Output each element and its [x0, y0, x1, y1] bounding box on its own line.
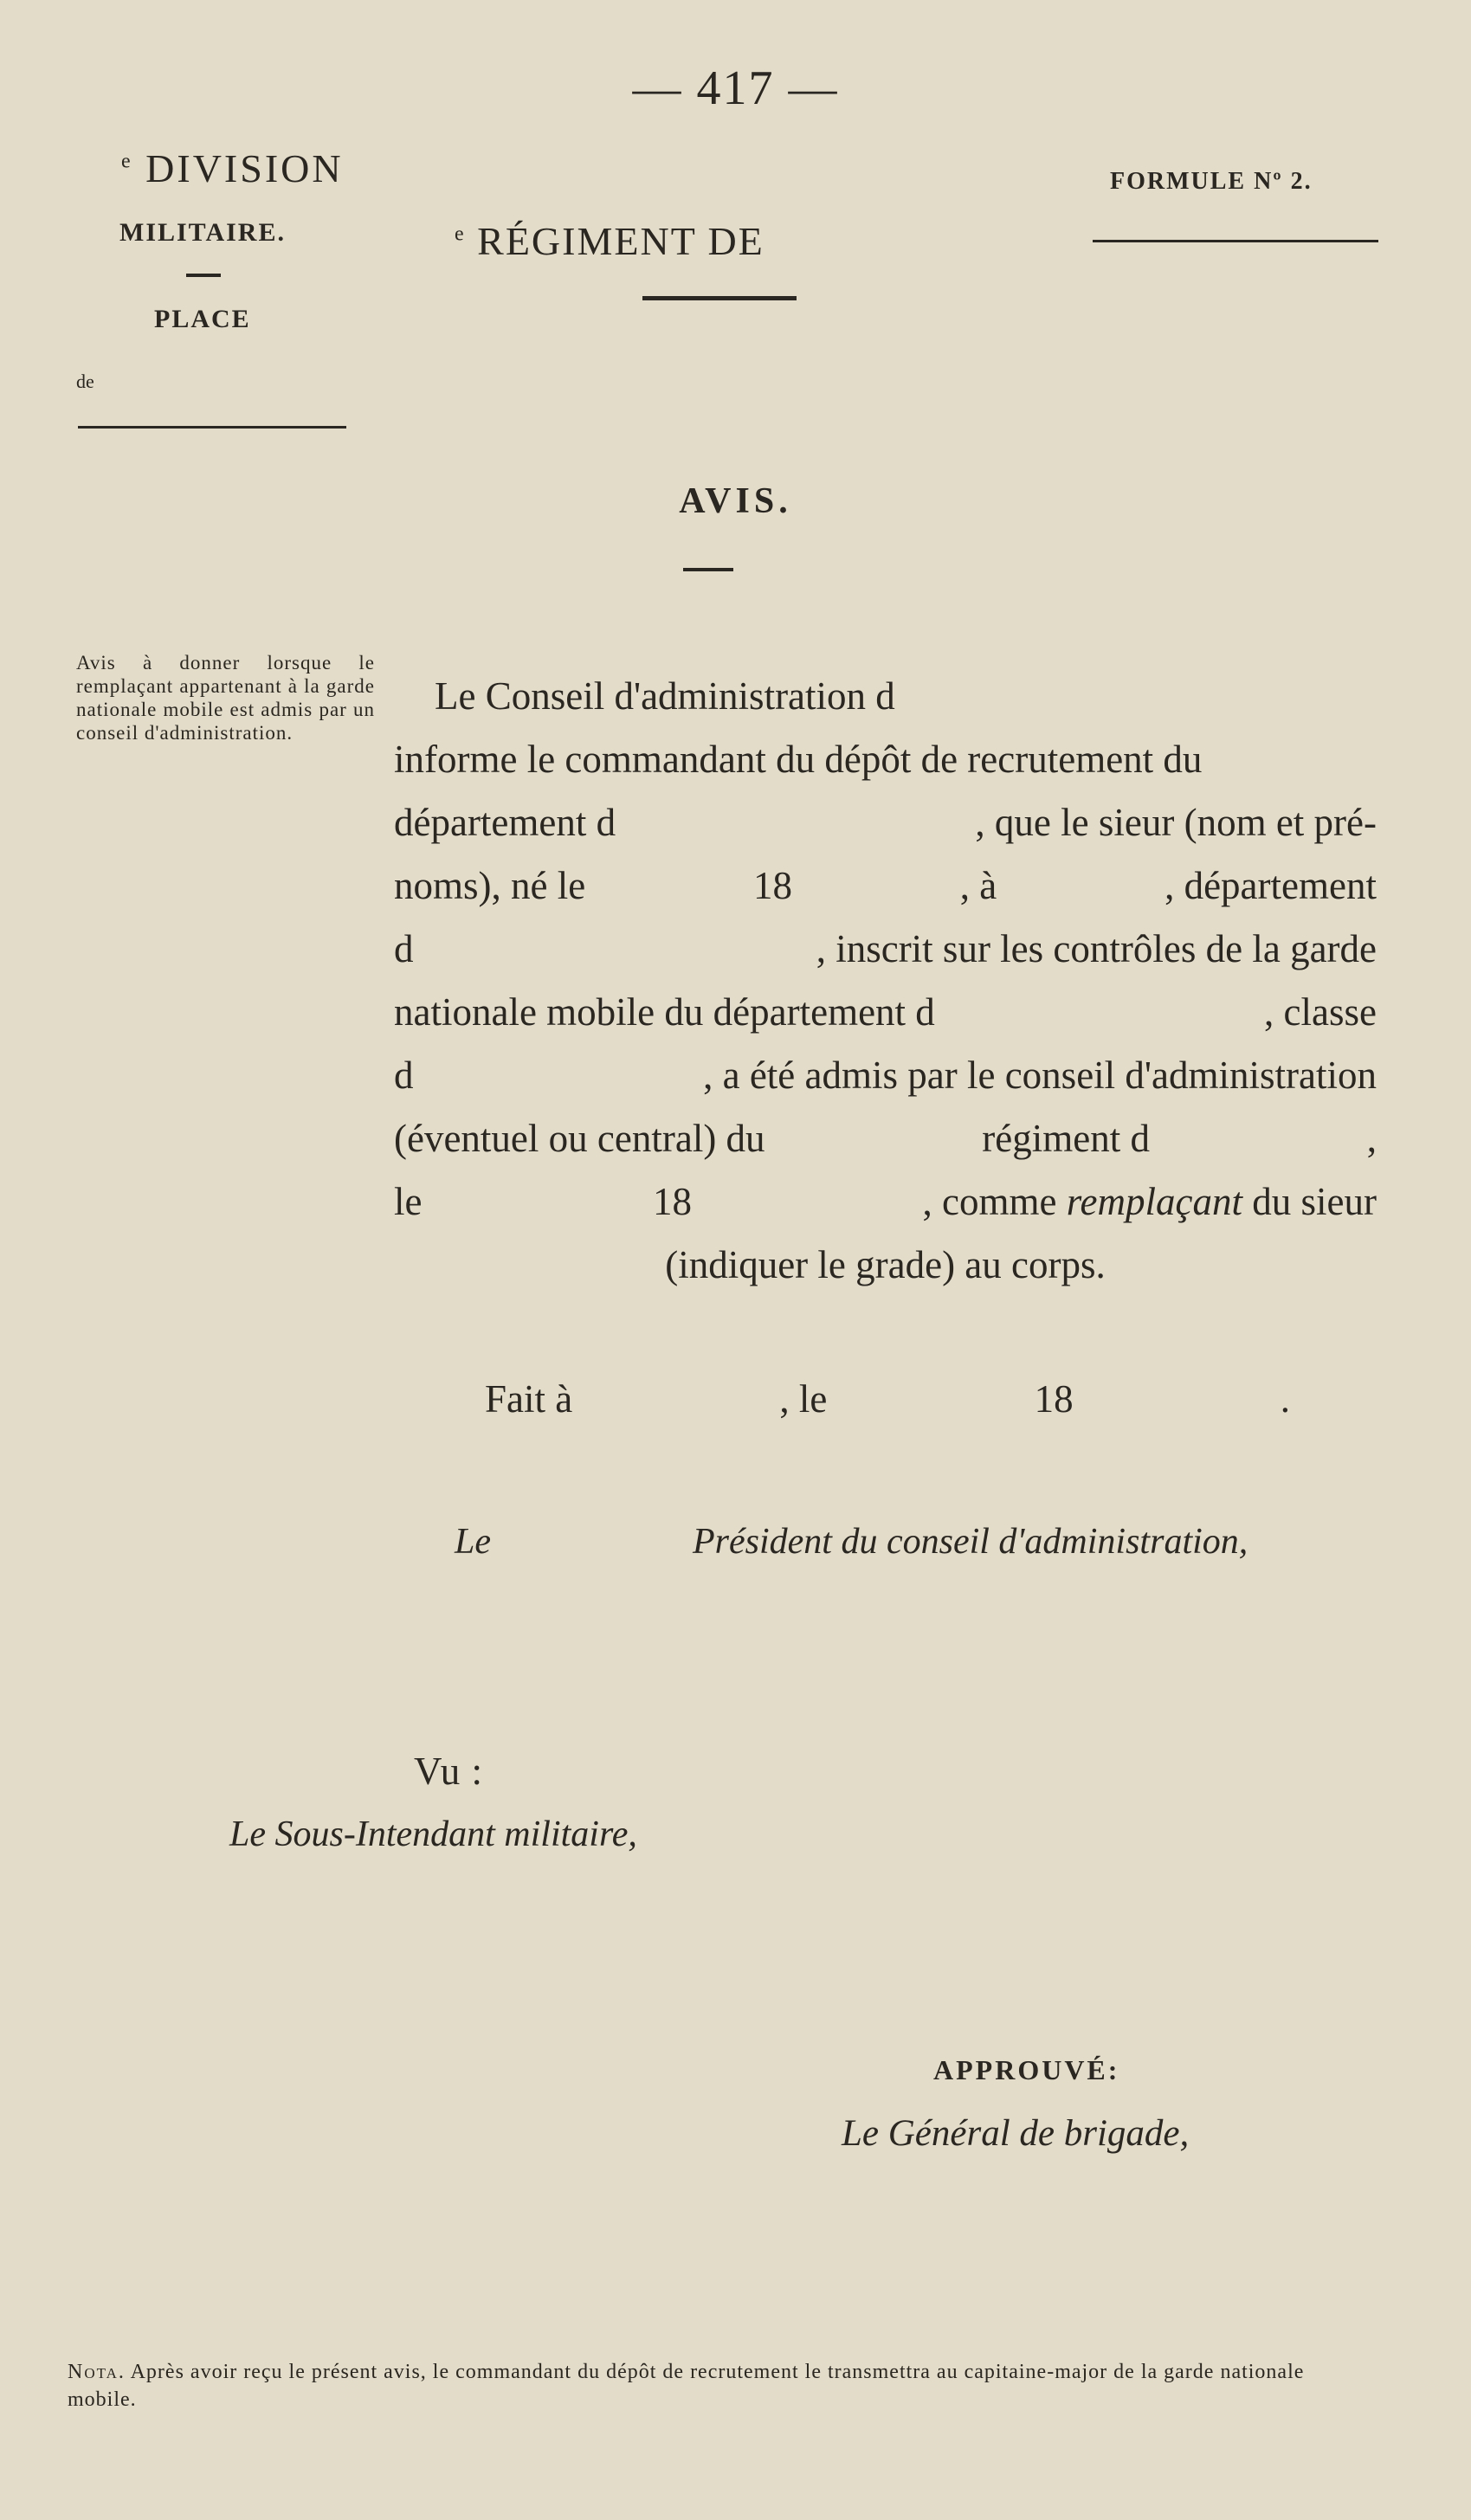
body-line — [394, 1044, 1377, 1107]
body-line — [394, 1234, 1377, 1297]
body-text: 18 — [653, 1180, 692, 1223]
formule-divider — [1093, 240, 1378, 242]
place-divider — [78, 426, 346, 429]
body-text: nationale mobile du département d — [394, 990, 935, 1034]
vu-label: Vu : — [414, 1750, 484, 1793]
regiment-rule — [642, 296, 797, 300]
body-text: département d — [394, 801, 616, 844]
body-line — [394, 791, 1377, 854]
body-line — [394, 854, 1377, 918]
regiment-ordinal-mark: e — [455, 222, 466, 246]
body-line — [394, 918, 1377, 981]
body-text: le — [394, 1180, 423, 1223]
body-text: d — [394, 1054, 414, 1097]
body-line — [394, 1170, 1377, 1234]
approuve-label: APPROUVÉ: — [933, 2054, 1120, 2085]
body-line — [394, 665, 1377, 728]
sidenote: Avis à donner lorsque le remplaçant appartenant à la garde nationale mobile est admis par un conseil d'administration. — [76, 652, 375, 744]
nota-text: Après avoir reçu le présent avis, le commandant du dépôt de recrutement le transmettra au capitaine-major de la garde nationale mobile. — [68, 2361, 1305, 2411]
division-heading — [121, 145, 344, 191]
small-rule — [186, 274, 221, 277]
nota-footnote — [68, 2358, 1379, 2414]
body-text: du sieur — [1242, 1180, 1377, 1223]
body-text-group — [923, 1170, 1377, 1234]
title-rule — [683, 568, 733, 571]
body-text: , que le sieur (nom et pré- — [975, 801, 1377, 844]
general-signature: Le Général de brigade, — [842, 2113, 1190, 2154]
division-ordinal-mark: e — [121, 150, 133, 173]
fait-dot: . — [1280, 1377, 1290, 1421]
body-line — [394, 981, 1377, 1044]
nota-head: Nota. — [68, 2361, 126, 2383]
body-text: (indiquer le grade) au corps. — [665, 1243, 1106, 1286]
fait-le: , le — [779, 1377, 828, 1421]
regiment-label: RÉGIMENT DE — [477, 219, 765, 263]
body-text: , a été admis par le conseil d'administration — [703, 1054, 1377, 1097]
avis-title: AVIS. — [679, 481, 792, 521]
body-text: régiment d — [982, 1117, 1150, 1160]
page-number: — 417 — — [632, 61, 839, 115]
body-text: , département — [1165, 864, 1377, 907]
body-text: (éventuel ou central) du — [394, 1117, 765, 1160]
fait-a: Fait à — [485, 1377, 573, 1421]
fait-year: 18 — [1034, 1377, 1074, 1421]
body-text: , classe — [1264, 990, 1377, 1034]
body-text-italic: remplaçant — [1066, 1180, 1243, 1223]
fait-line — [485, 1376, 1290, 1421]
place-de-label: de — [76, 371, 94, 392]
signature-president: Président du conseil d'administration, — [693, 1522, 1248, 1562]
place-label: PLACE — [154, 305, 251, 333]
body-text: informe le commandant du dépôt de recrutement du — [394, 738, 1203, 781]
sous-intendant-signature: Le Sous-Intendant militaire, — [229, 1814, 637, 1854]
militaire-label: MILITAIRE. — [119, 218, 286, 247]
body-line — [394, 728, 1377, 791]
signature-le: Le — [455, 1522, 491, 1562]
body-line — [394, 1107, 1377, 1170]
body-text: 18 — [753, 864, 792, 907]
regiment-heading — [455, 218, 765, 264]
body-text: , — [1366, 1117, 1377, 1160]
body-text: , inscrit sur les contrôles de la garde — [816, 927, 1377, 970]
body-text: noms), né le — [394, 864, 586, 907]
avis-body — [394, 665, 1377, 1297]
division-label: DIVISION — [145, 146, 344, 190]
formule-label: FORMULE Nº 2. — [1110, 168, 1313, 195]
body-text: , à — [959, 864, 997, 907]
body-text: Le Conseil d'administration d — [435, 674, 895, 718]
body-text: d — [394, 927, 414, 970]
body-text: , comme — [922, 1180, 1067, 1223]
